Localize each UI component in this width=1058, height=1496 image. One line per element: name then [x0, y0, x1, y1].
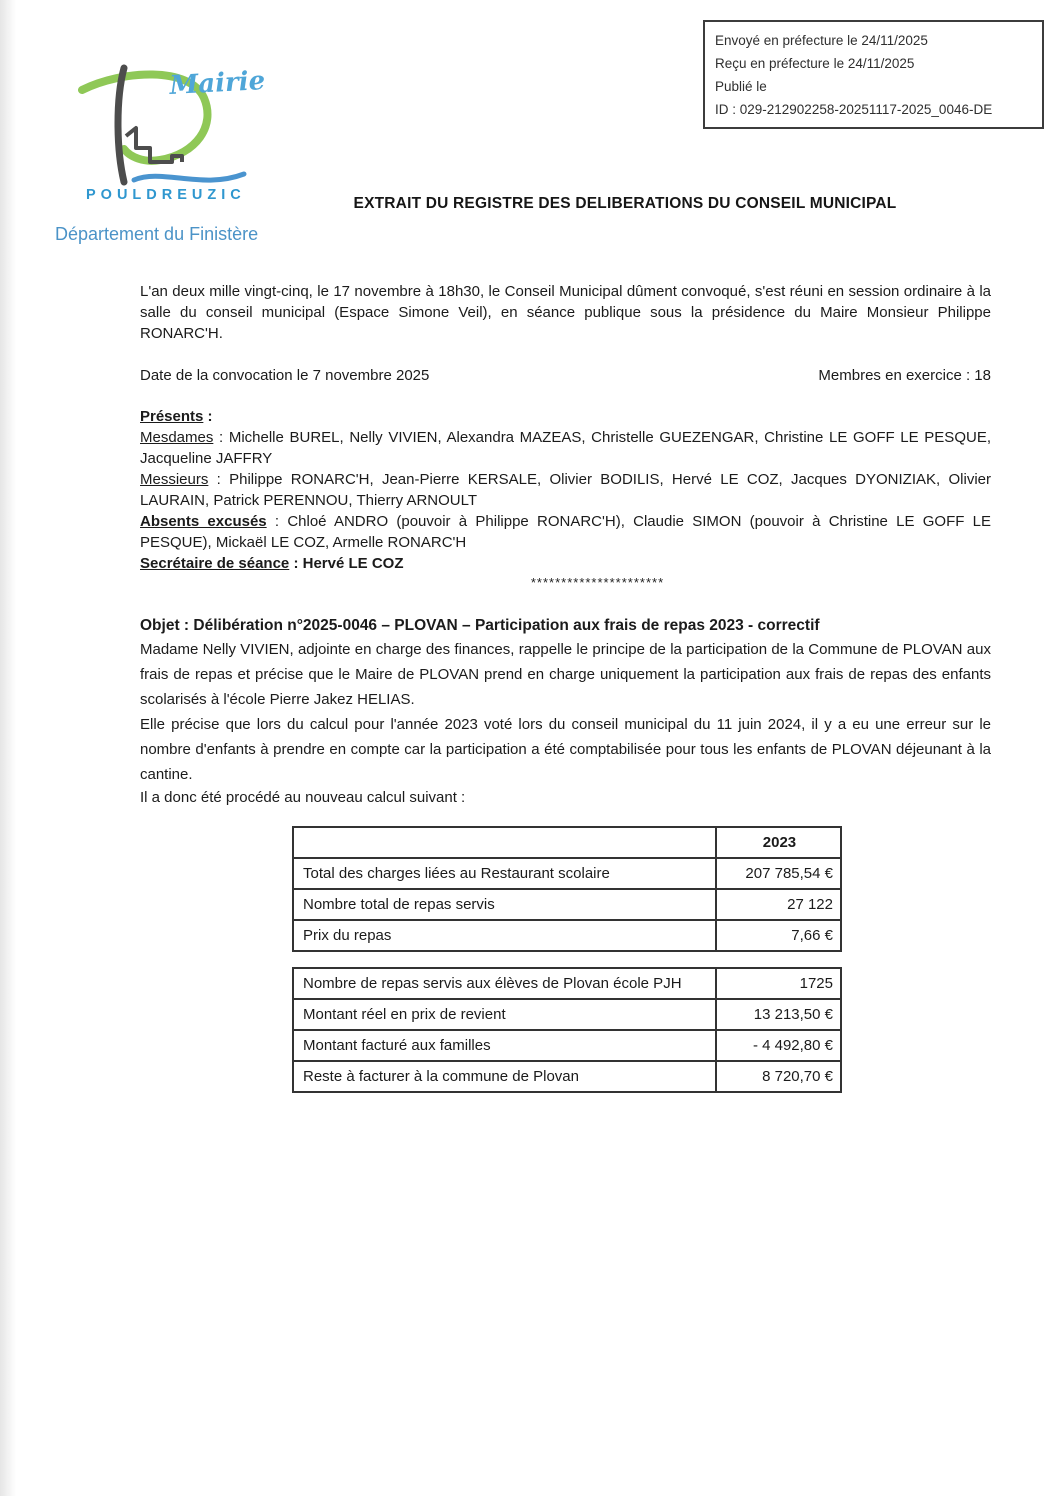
table-row: [293, 1061, 841, 1092]
document-title: EXTRAIT DU REGISTRE DES DELIBERATIONS DU CONSEIL MUNICIPAL: [353, 195, 897, 212]
secretaire-colon: :: [289, 555, 303, 572]
table-empty-header-cell: [293, 827, 716, 858]
absents-label: Absents excusés: [140, 513, 267, 530]
table-cell-value: 1725: [716, 968, 841, 999]
paragraph-madame-vivien: Madame Nelly VIVIEN, adjointe en charge des finances, rappelle le principe de la participation de la Commune de PLOVAN aux frais de repas et précise que le Maire de PLOVAN prend en charge uniquement la participation aux frais de repas des enfants scolarisés à l'école Pierre Jakez HELIAS.: [140, 641, 991, 708]
convocation-date: Date de la convocation le 7 novembre 2025: [140, 367, 430, 384]
stamp-id-line: ID : 029-212902258-20251117-2025_0046-DE: [715, 102, 993, 117]
members-count: Membres en exercice : 18: [818, 367, 991, 384]
asterisk-separator: **********************: [530, 575, 665, 590]
table-cell-value: 8 720,70 €: [716, 1061, 841, 1092]
stamp-sent-line: Envoyé en préfecture le 24/11/2025: [715, 33, 928, 48]
table-cell-label: Reste à facturer à la commune de Plovan: [293, 1061, 716, 1092]
messieurs-label: Messieurs: [140, 471, 209, 488]
plovan-table: [292, 967, 842, 1093]
mesdames-line: [140, 427, 991, 469]
mesdames-names: : Michelle BUREL, Nelly VIVIEN, Alexandra MAZEAS, Christelle GUEZENGAR, Christine LE GOFF LE PESQUE, Jacqueline JAFFRY: [140, 429, 991, 467]
table-year-header: 2023: [716, 827, 841, 858]
absents-names: : Chloé ANDRO (pouvoir à Philippe RONARC'H), Claudie SIMON (pouvoir à Christine LE GOFF LE PESQUE), Mickaël LE COZ, Armelle RONARC'H: [140, 513, 991, 551]
table-cell-label: Montant réel en prix de revient: [293, 999, 716, 1030]
stamp-received-line: Reçu en préfecture le 24/11/2025: [715, 56, 915, 71]
presents-heading: [140, 406, 991, 427]
absents-line: [140, 511, 991, 553]
table-row: [293, 889, 841, 920]
table-cell-value: - 4 492,80 €: [716, 1030, 841, 1061]
paragraph-erreur-calcul: Elle précise que lors du calcul pour l'année 2023 voté lors du conseil municipal du 11 juin 2024, il y a eu une erreur sur le nombre d'enfants à prendre en compte car la participation a été comptabilisée pour tous les enfants de PLOVAN déjeunant à la cantine.: [140, 716, 991, 783]
secretaire-line: [140, 553, 991, 574]
logo-wave-icon: [134, 174, 244, 180]
intro-paragraph: L'an deux mille vingt-cinq, le 17 novembre à 18h30, le Conseil Municipal dûment convoqué, s'est réuni en session ordinaire à la salle du conseil municipal (Espace Simone Veil), en séance publique sous la présidence du Maire Monsieur Philippe RONARC'H.: [140, 283, 991, 342]
table-row: [293, 968, 841, 999]
logo-mairie-script: Mairie: [168, 66, 266, 101]
table-cell-value: 13 213,50 €: [716, 999, 841, 1030]
prefecture-stamp-box: [703, 20, 1044, 129]
messieurs-line: [140, 469, 991, 511]
charges-table: [292, 826, 842, 952]
secretaire-name: Hervé LE COZ: [302, 555, 404, 572]
table-cell-value: 27 122: [716, 889, 841, 920]
table-cell-label: Nombre de repas servis aux élèves de Plovan école PJH: [293, 968, 716, 999]
presents-heading-colon: :: [203, 408, 213, 425]
table-row: [293, 999, 841, 1030]
table-cell-label: Prix du repas: [293, 920, 716, 951]
table-row: [293, 858, 841, 889]
stamp-published-line: Publié le: [715, 79, 767, 94]
table-cell-value: 7,66 €: [716, 920, 841, 951]
objet-heading: Objet : Délibération n°2025-0046 – PLOVAN – Participation aux frais de repas 2023 - correctif: [140, 617, 820, 634]
secretaire-label: Secrétaire de séance: [140, 555, 290, 572]
table-cell-label: Nombre total de repas servis: [293, 889, 716, 920]
mesdames-label: Mesdames: [140, 429, 214, 446]
meta-row: [140, 365, 991, 386]
logo-dark-stroke-icon: [118, 68, 124, 182]
scan-edge-artifact: [0, 0, 16, 1496]
logo-commune-name: POULDREUZIC: [86, 187, 246, 203]
table-row: [293, 827, 841, 858]
table-cell-label: Total des charges liées au Restaurant scolaire: [293, 858, 716, 889]
document-body: [140, 281, 991, 1093]
messieurs-names: : Philippe RONARC'H, Jean-Pierre KERSALE, Olivier BODILIS, Hervé LE COZ, Jacques DYONIZIAK, Olivier LAURAIN, Patrick PERENNOU, Thierry ARNOULT: [140, 471, 991, 509]
presents-heading-label: Présents: [140, 408, 204, 425]
table-row: [293, 920, 841, 951]
table-row: [293, 1030, 841, 1061]
pouldreuzic-logo-icon: [72, 64, 282, 204]
paragraph-nouveau-calcul: Il a donc été procédé au nouveau calcul suivant :: [140, 789, 466, 806]
departement-label: Département du Finistère: [55, 224, 259, 244]
table-cell-label: Montant facturé aux familles: [293, 1030, 716, 1061]
table-cell-value: 207 785,54 €: [716, 858, 841, 889]
